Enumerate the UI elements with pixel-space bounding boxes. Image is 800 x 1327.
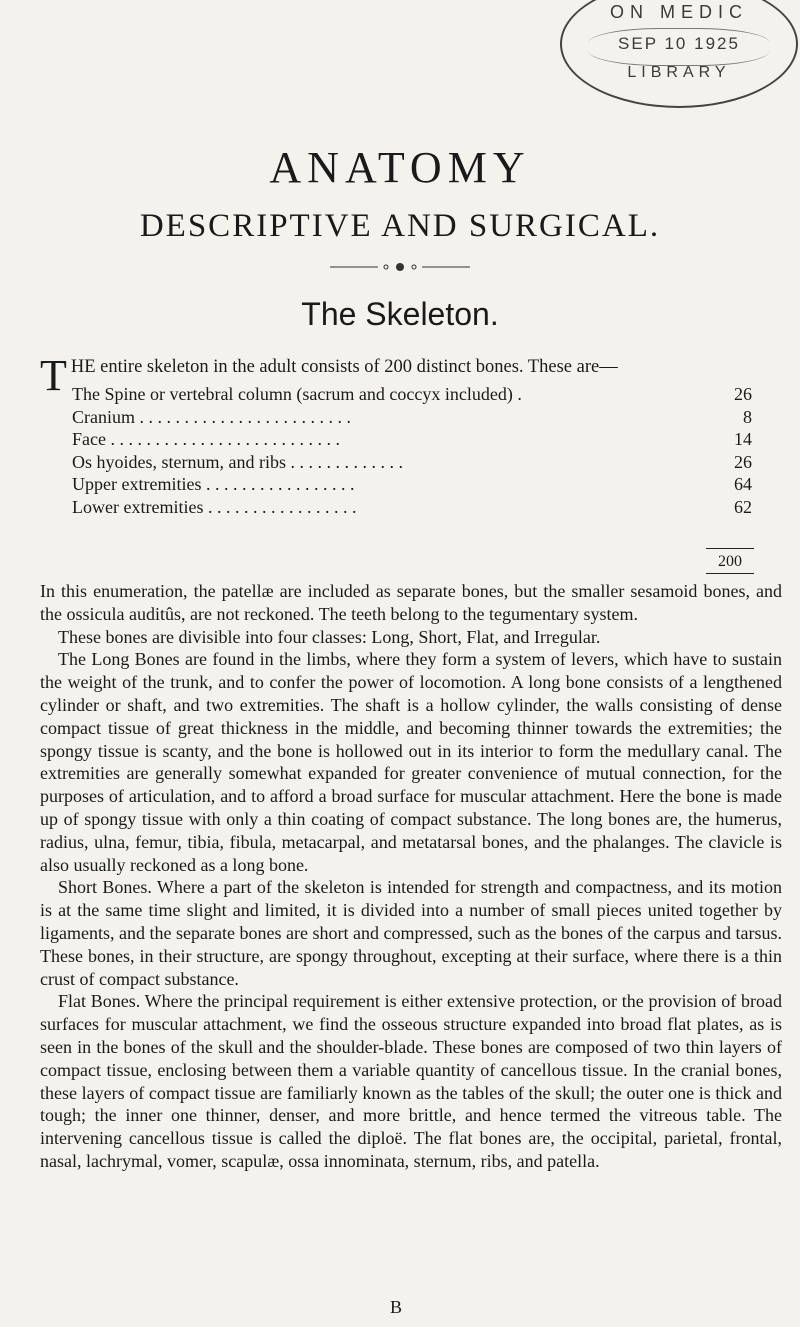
stamp-top-text: ON MEDIC [610,2,748,22]
stamp-date: SEP 10 1925 [618,34,740,53]
paragraph: The Long Bones are found in the limbs, where they form a system of levers, which have to sustain the weight of the trunk, and to confer the power of locomotion. A long bone consists of a lengthened cylinder or shaft, and two extremities. The shaft is a hollow cylinder, the walls consisting of dense compact tissue of great thickness in the middle, and becoming thinner towards the extremities; the spongy tissue is scanty, and the bone is hollowed out in its interior to form the medullary canal. The extremities are generally somewhat expanded for greater convenience of mutual connection, for the purposes of articulation, and to afford a broad surface for muscular attachment. Here the bone is made up of spongy tissue with only a thin coating of compact substance. The long bones are, the humerus, radius, ulna, femur, tibia, fibula, metacarpal, and metatarsal bones, and the phalanges. The clavicle is also usually reckoned as a long bone. [40,649,782,875]
intro-text: HE entire skeleton in the adult consists of 200 distinct bones. These are— [70,357,618,377]
total-rule [706,548,754,549]
paragraph: Short Bones. Where a part of the skeleton is intended for strength and compactness, and its motion is at the same time slight and limited, it is divided into a number of small pieces united together by ligaments, and the separate bones are short and compressed, such as the bones of the carpus and tarsus. These bones, in their structure, are spongy throughout, excepting at their surface, where there is a thin crust of compact substance. [40,877,782,989]
count-value: 26 [734,451,752,472]
count-label: Lower extremities . . . . . . . . . . . . . . . . . [72,496,357,517]
count-value: 26 [734,384,752,404]
count-value: 14 [734,429,752,449]
count-label: Os hyoides, sternum, and ribs . . . . . . . . . . . . . [72,451,403,472]
count-value: 62 [734,496,752,517]
ornament-divider [330,262,470,272]
count-row [72,451,752,474]
count-row [72,428,752,451]
count-value: 8 [743,406,752,427]
body-text [40,580,782,1173]
count-row [72,383,752,406]
count-label: Upper extremities . . . . . . . . . . . . . . . . . [72,474,355,494]
paragraph: These bones are divisible into four classes: Long, Short, Flat, and Irregular. [58,626,601,647]
count-label: Cranium . . . . . . . . . . . . . . . . . . . . . . . . [72,406,351,427]
section-title: The Skeleton. [301,296,499,332]
signature-mark: B [390,1297,403,1317]
count-row [72,406,752,429]
paragraph: In this enumeration, the patellæ are included as separate bones, but the smaller sesamoid bones, and the ossicula auditûs, are not reckoned. The teeth belong to the tegumentary system. [40,581,782,624]
library-stamp [560,0,798,108]
total-rule-bottom [706,573,754,574]
page-title: ANATOMY [269,143,531,192]
count-value: 64 [734,474,752,494]
stamp-bottom-text: LIBRARY [627,64,731,81]
count-row [72,496,752,519]
count-label: Face . . . . . . . . . . . . . . . . . . . . . . . . . . [72,429,340,449]
paragraph: Flat Bones. Where the principal requirement is either extensive protection, or the provision of broad surfaces for muscular attachment, we find the osseous structure expanded into broad flat plates, as is seen in the bones of the skull and the shoulder-blade. These bones are composed of two thin layers of compact tissue, enclosing between them a variable quantity of cancellous tissue. In the cranial bones, these layers of compact tissue are familiarly known as the tables of the skull; the outer one is thick and tough; the inner one thinner, denser, and more brittle, and hence termed the vitreous table. The intervening cancellous tissue is called the diploë. The flat bones are, the occipital, parietal, frontal, nasal, lachrymal, vomer, scapulæ, ossa innominata, sternum, ribs, and patella. [40,991,782,1171]
page-subtitle: DESCRIPTIVE AND SURGICAL. [139,208,661,244]
bone-count-table [72,383,752,518]
count-row [72,473,752,496]
drop-cap: T [40,351,67,400]
count-total: 200 [718,553,742,570]
count-label: The Spine or vertebral column (sacrum and coccyx included) . [72,384,522,404]
